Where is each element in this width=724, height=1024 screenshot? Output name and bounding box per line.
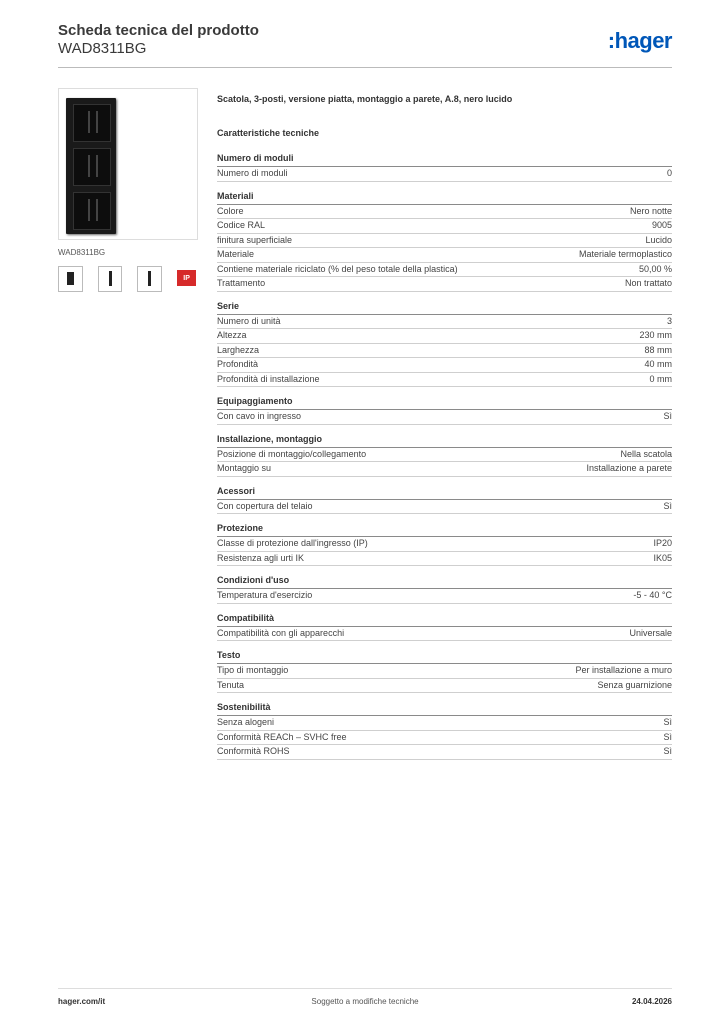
socket-slot bbox=[73, 192, 111, 230]
spec-label: Profondità di installazione bbox=[217, 373, 320, 384]
spec-label: Classe di protezione dall'ingresso (IP) bbox=[217, 538, 368, 548]
product-code: WAD8311BG bbox=[58, 40, 147, 57]
spec-value: Installazione a parete bbox=[586, 463, 672, 473]
mount-line-icon bbox=[137, 266, 162, 292]
spec-label: Numero di moduli bbox=[217, 168, 288, 178]
spec-value: 3 bbox=[666, 315, 672, 326]
spec-value: Nero notte bbox=[629, 205, 672, 216]
spec-value: Sì bbox=[663, 731, 672, 742]
spec-row bbox=[217, 537, 672, 552]
spec-label: Larghezza bbox=[217, 344, 260, 355]
spec-label: Trattamento bbox=[217, 278, 266, 288]
image-caption: WAD8311BG bbox=[58, 248, 106, 257]
section-title: Condizioni d'uso bbox=[217, 575, 672, 589]
spec-row bbox=[217, 462, 672, 477]
section-title: Installazione, montaggio bbox=[217, 434, 672, 448]
footer-date: 24.04.2026 bbox=[631, 997, 672, 1006]
spec-sections bbox=[217, 153, 672, 760]
spec-row bbox=[217, 500, 672, 515]
spec-row bbox=[217, 167, 672, 182]
spec-value: IK05 bbox=[653, 552, 672, 563]
logo-text: hager bbox=[614, 28, 672, 53]
spec-content bbox=[217, 94, 672, 769]
spec-label: Numero di unità bbox=[217, 315, 281, 326]
spec-label: finitura superficiale bbox=[217, 234, 293, 245]
socket-slot bbox=[73, 148, 111, 186]
spec-label: Con cavo in ingresso bbox=[217, 411, 302, 421]
footer-divider bbox=[58, 988, 672, 989]
section-title: Compatibilità bbox=[217, 613, 672, 627]
spec-value: Non trattato bbox=[624, 278, 672, 288]
footer-notice: Soggetto a modifiche tecniche bbox=[311, 997, 419, 1006]
spec-value: Sì bbox=[663, 746, 672, 756]
spec-row bbox=[217, 248, 672, 263]
ip-rating-icon: IP bbox=[177, 270, 196, 286]
spec-section bbox=[217, 650, 672, 693]
spec-section bbox=[217, 191, 672, 292]
section-title: Materiali bbox=[217, 191, 672, 205]
spec-row bbox=[217, 410, 672, 425]
spec-row bbox=[217, 358, 672, 373]
spec-row bbox=[217, 373, 672, 388]
spec-value: Universale bbox=[629, 627, 672, 638]
section-title: Serie bbox=[217, 301, 672, 315]
page-header bbox=[58, 22, 259, 58]
section-title: Sostenibilità bbox=[217, 702, 672, 716]
product-visual-panel bbox=[58, 88, 196, 292]
spec-label: Materiale bbox=[217, 249, 255, 259]
mount-line-icon bbox=[98, 266, 123, 292]
spec-label: Temperatura d'esercizio bbox=[217, 590, 313, 600]
spec-row bbox=[217, 205, 672, 220]
spec-section bbox=[217, 153, 672, 182]
spec-value: 88 mm bbox=[644, 344, 672, 355]
spec-row bbox=[217, 329, 672, 344]
spec-row bbox=[217, 448, 672, 463]
spec-section bbox=[217, 575, 672, 604]
spec-label: Posizione di montaggio/collegamento bbox=[217, 448, 367, 459]
spec-value: 40 mm bbox=[644, 359, 672, 369]
spec-value: 9005 bbox=[651, 220, 672, 230]
spec-row bbox=[217, 234, 672, 249]
feature-icons bbox=[58, 266, 196, 292]
spec-section bbox=[217, 702, 672, 760]
spec-label: Conformità ROHS bbox=[217, 746, 290, 756]
spec-value: Nella scatola bbox=[620, 448, 672, 459]
spec-row bbox=[217, 552, 672, 567]
spec-value: 0 bbox=[666, 168, 672, 178]
spec-value: Materiale termoplastico bbox=[578, 249, 672, 259]
spec-label: Colore bbox=[217, 205, 244, 216]
header-divider bbox=[58, 67, 672, 68]
spec-label: Conformità REACh – SVHC free bbox=[217, 731, 347, 742]
spec-label: Altezza bbox=[217, 330, 247, 340]
section-title: Acessori bbox=[217, 486, 672, 500]
spec-row bbox=[217, 745, 672, 760]
spec-row bbox=[217, 344, 672, 359]
spec-label: Senza alogeni bbox=[217, 717, 275, 727]
section-title: Protezione bbox=[217, 523, 672, 537]
product-image bbox=[58, 88, 198, 240]
section-title: Testo bbox=[217, 650, 672, 664]
spec-value: Lucido bbox=[645, 234, 672, 245]
product-description: Scatola, 3-posti, versione piatta, montaggio a parete, A.8, nero lucido bbox=[217, 94, 513, 104]
page-title: Scheda tecnica del prodotto bbox=[58, 22, 259, 39]
spec-row bbox=[217, 589, 672, 604]
section-title: Equipaggiamento bbox=[217, 396, 672, 410]
spec-value: 50,00 % bbox=[638, 263, 672, 274]
hager-logo: :hager bbox=[607, 28, 672, 53]
footer-website[interactable]: hager.com/it bbox=[58, 997, 106, 1006]
spec-row bbox=[217, 627, 672, 642]
spec-label: Codice RAL bbox=[217, 220, 266, 230]
spec-value: Sì bbox=[663, 411, 672, 421]
section-title: Numero di moduli bbox=[217, 153, 672, 167]
spec-value: 0 mm bbox=[649, 373, 672, 384]
spec-label: Montaggio su bbox=[217, 463, 272, 473]
spec-value: -5 - 40 °C bbox=[633, 590, 672, 600]
spec-section bbox=[217, 434, 672, 477]
spec-label: Con copertura del telaio bbox=[217, 500, 313, 511]
spec-section bbox=[217, 486, 672, 515]
spec-row bbox=[217, 731, 672, 746]
triple-frame-graphic bbox=[66, 98, 116, 234]
spec-row bbox=[217, 315, 672, 330]
socket-slot bbox=[73, 104, 111, 142]
spec-row bbox=[217, 219, 672, 234]
spec-section bbox=[217, 301, 672, 388]
spec-label: Tipo di montaggio bbox=[217, 665, 289, 675]
spec-value: IP20 bbox=[653, 538, 672, 548]
spec-label: Resistenza agli urti IK bbox=[217, 552, 305, 563]
spec-label: Contiene materiale riciclato (% del peso totale della plastica) bbox=[217, 263, 458, 274]
spec-value: Sì bbox=[663, 500, 672, 511]
spec-value: Senza guarnizione bbox=[597, 679, 672, 690]
spec-section bbox=[217, 523, 672, 566]
spec-row bbox=[217, 277, 672, 292]
spec-row bbox=[217, 263, 672, 278]
spec-label: Compatibilità con gli apparecchi bbox=[217, 627, 345, 638]
spec-value: 230 mm bbox=[639, 330, 672, 340]
spec-label: Tenuta bbox=[217, 679, 245, 690]
spec-row bbox=[217, 664, 672, 679]
socket-black-icon bbox=[58, 266, 83, 292]
spec-value: Sì bbox=[663, 717, 672, 727]
spec-label: Profondità bbox=[217, 359, 259, 369]
tech-heading: Caratteristiche tecniche bbox=[217, 128, 320, 138]
spec-row bbox=[217, 716, 672, 731]
spec-section bbox=[217, 613, 672, 642]
spec-value: Per installazione a muro bbox=[575, 665, 672, 675]
spec-section bbox=[217, 396, 672, 425]
spec-row bbox=[217, 679, 672, 694]
